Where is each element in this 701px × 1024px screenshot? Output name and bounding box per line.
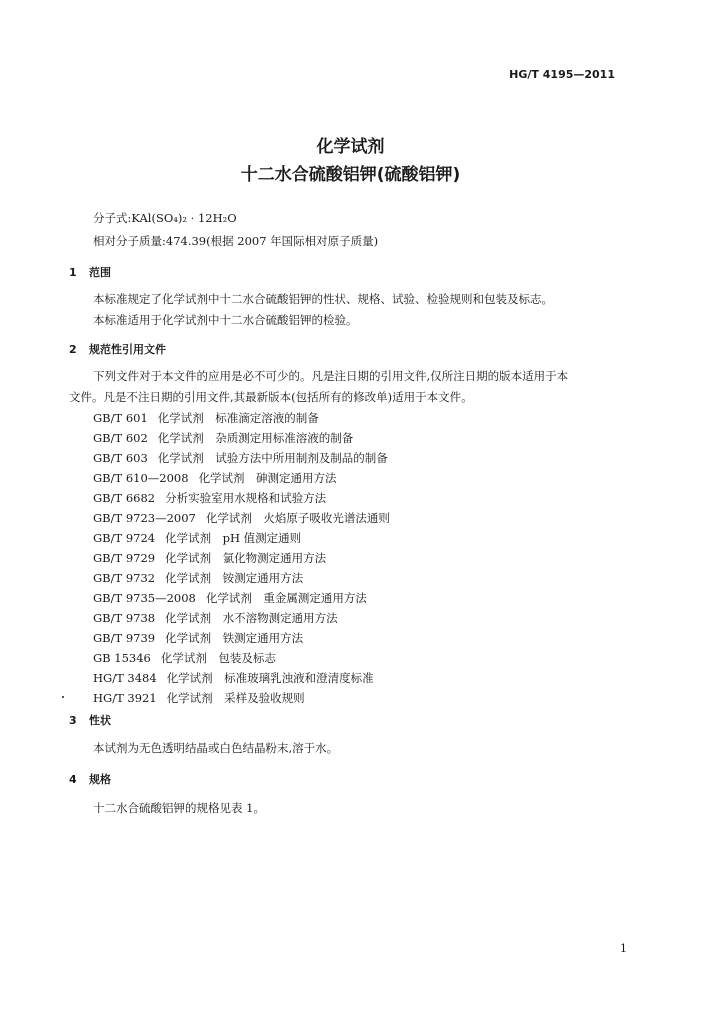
reference-title: 化学试剂 采样及验收规则 xyxy=(166,691,305,705)
page-number: 1 xyxy=(620,942,627,955)
reference-code: GB/T 601 xyxy=(93,411,148,425)
reference-code: GB/T 9723—2007 xyxy=(93,511,196,525)
reference-item xyxy=(93,650,276,666)
molecular-mass: 相对分子质量:474.39(根据 2007 年国际相对原子质量) xyxy=(93,234,379,248)
section-title: 范围 xyxy=(89,266,111,279)
reference-item xyxy=(93,490,326,506)
reference-item xyxy=(93,470,337,486)
reference-title: 化学试剂 标准玻璃乳浊液和澄清度标准 xyxy=(166,671,374,685)
section-3-paragraph: 本试剂为无色透明结晶或白色结晶粉末,溶于水。 xyxy=(93,741,339,755)
reference-title: 化学试剂 pH 值测定通则 xyxy=(165,531,302,545)
reference-item xyxy=(93,430,353,446)
reference-code: GB/T 9724 xyxy=(93,531,156,545)
section-title: 规范性引用文件 xyxy=(89,343,166,356)
section-4-paragraph: 十二水合硫酸铝钾的规格见表 1。 xyxy=(93,801,265,815)
reference-item xyxy=(93,510,390,526)
reference-title: 化学试剂 氯化物测定通用方法 xyxy=(165,551,327,565)
section-3-heading xyxy=(69,712,111,728)
reference-item xyxy=(93,670,374,686)
reference-code: GB/T 9739 xyxy=(93,631,156,645)
reference-code: GB/T 9729 xyxy=(93,551,156,565)
title-category: 化学试剂 xyxy=(316,137,385,157)
reference-title: 化学试剂 重金属测定通用方法 xyxy=(205,591,367,605)
reference-code: GB/T 603 xyxy=(93,451,148,465)
reference-item xyxy=(93,530,301,546)
section-title: 性状 xyxy=(89,714,111,727)
section-title: 规格 xyxy=(89,773,111,786)
reference-code: HG/T 3921 xyxy=(93,691,157,705)
reference-title: 化学试剂 杂质测定用标准溶液的制备 xyxy=(157,431,354,445)
scan-speck xyxy=(62,696,64,698)
reference-item xyxy=(93,610,338,626)
reference-item xyxy=(93,630,303,646)
reference-code: GB 15346 xyxy=(93,651,151,665)
section-2-intro-line-1: 下列文件对于本文件的应用是必不可少的。凡是注日期的引用文件,仅所注日期的版本适用于本 xyxy=(93,369,569,383)
reference-title: 化学试剂 火焰原子吸收光谱法通则 xyxy=(205,511,390,525)
reference-title: 分析实验室用水规格和试验方法 xyxy=(165,491,327,505)
section-1-paragraph-2: 本标准适用于化学试剂中十二水合硫酸铝钾的检验。 xyxy=(93,313,358,327)
section-number: 4 xyxy=(69,773,77,786)
reference-item xyxy=(93,590,367,606)
title-product: 十二水合硫酸铝钾(硫酸铝钾) xyxy=(240,165,461,185)
reference-item xyxy=(93,450,388,466)
reference-title: 化学试剂 标准滴定溶液的制备 xyxy=(157,411,319,425)
reference-title: 化学试剂 砷测定通用方法 xyxy=(198,471,337,485)
reference-item xyxy=(93,570,303,586)
reference-title: 化学试剂 水不溶物测定通用方法 xyxy=(165,611,338,625)
molecular-formula: 分子式:KAl(SO₄)₂ · 12H₂O xyxy=(93,211,237,225)
reference-code: GB/T 9738 xyxy=(93,611,156,625)
section-number: 3 xyxy=(69,714,77,727)
reference-code: GB/T 610—2008 xyxy=(93,471,189,485)
reference-title: 化学试剂 试验方法中所用制剂及制品的制备 xyxy=(157,451,388,465)
reference-title: 化学试剂 铁测定通用方法 xyxy=(165,631,304,645)
section-4-heading xyxy=(69,771,111,787)
reference-code: HG/T 3484 xyxy=(93,671,157,685)
reference-title: 化学试剂 包装及标志 xyxy=(160,651,276,665)
standard-code: HG/T 4195—2011 xyxy=(509,68,615,81)
reference-code: GB/T 9732 xyxy=(93,571,156,585)
section-1-paragraph-1: 本标准规定了化学试剂中十二水合硫酸铝钾的性状、规格、试验、检验规则和包装及标志。 xyxy=(93,292,553,306)
reference-code: GB/T 9735—2008 xyxy=(93,591,196,605)
reference-code: GB/T 6682 xyxy=(93,491,156,505)
section-number: 2 xyxy=(69,343,77,356)
reference-code: GB/T 602 xyxy=(93,431,148,445)
section-2-intro-line-2: 文件。凡是不注日期的引用文件,其最新版本(包括所有的修改单)适用于本文件。 xyxy=(69,390,473,404)
section-1-heading xyxy=(69,264,111,280)
reference-item xyxy=(93,690,305,706)
section-2-heading xyxy=(69,341,166,357)
section-number: 1 xyxy=(69,266,77,279)
reference-title: 化学试剂 铵测定通用方法 xyxy=(165,571,304,585)
reference-item xyxy=(93,410,319,426)
reference-item xyxy=(93,550,326,566)
